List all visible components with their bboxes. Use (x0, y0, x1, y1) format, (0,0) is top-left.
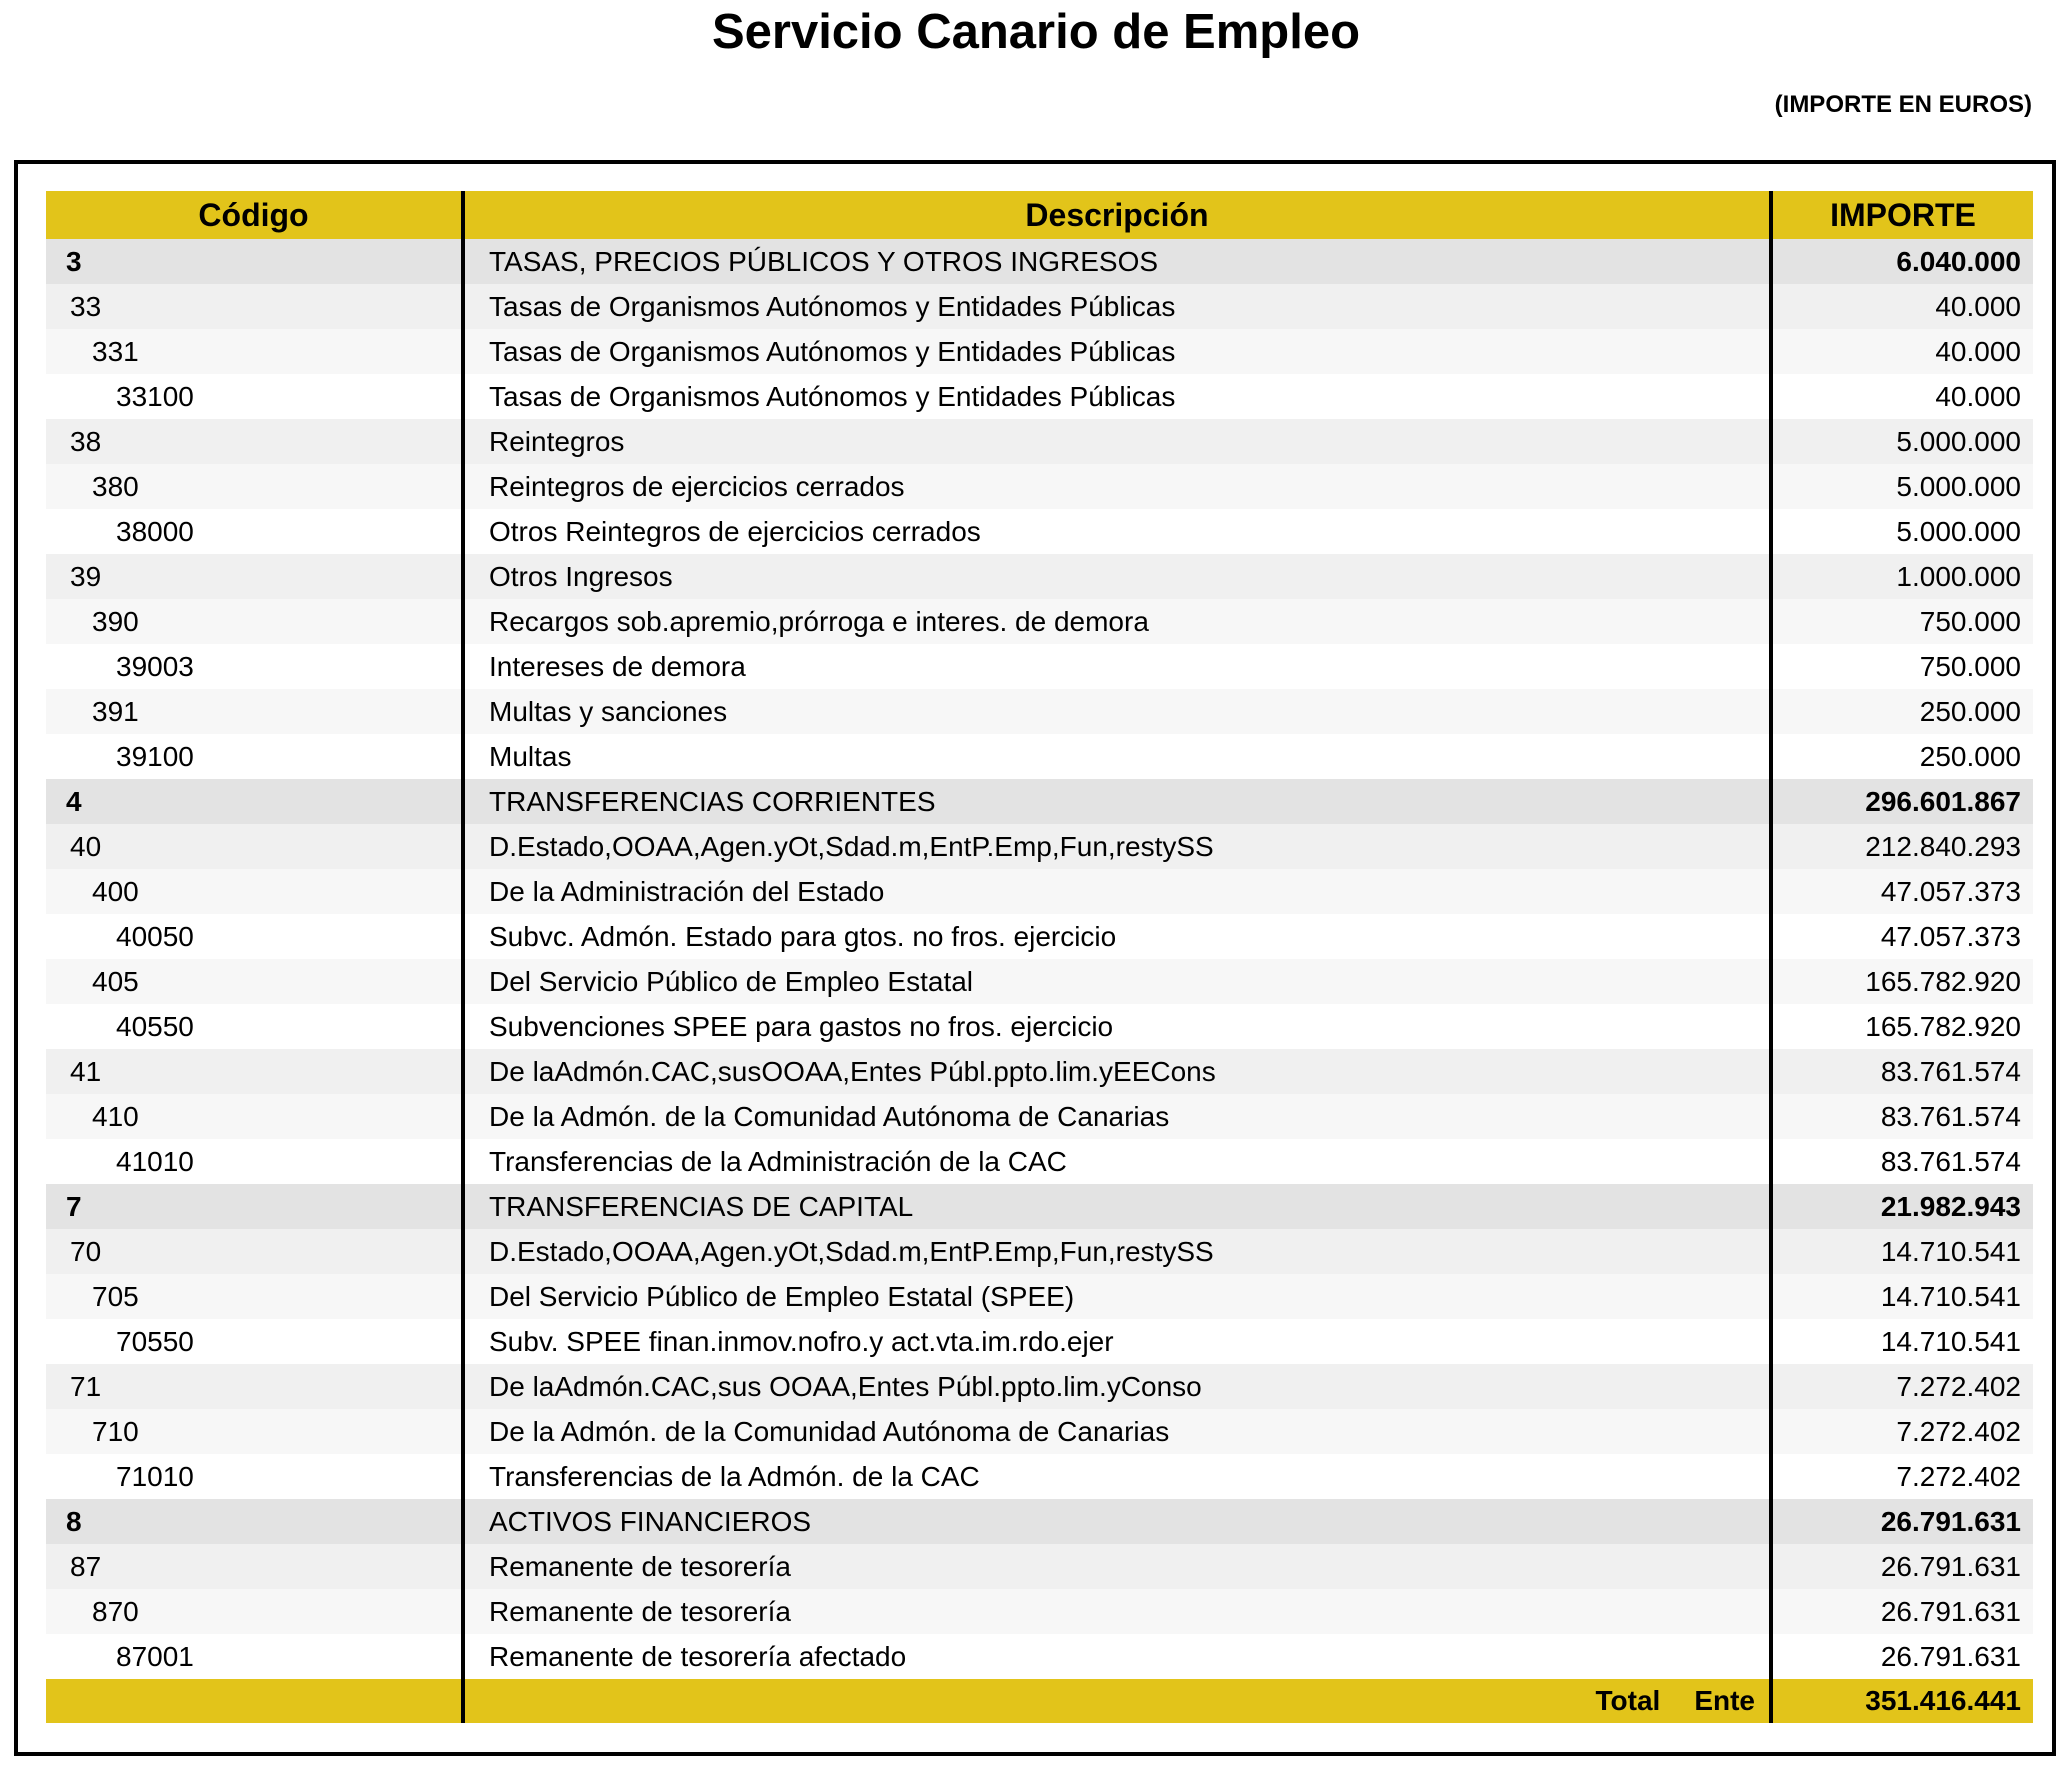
total-label-1: Total (1595, 1685, 1661, 1716)
row-code: 38 (46, 419, 463, 464)
row-code: 870 (46, 1589, 463, 1634)
table-row (46, 599, 2033, 644)
row-amount: 14.710.541 (1771, 1274, 2033, 1319)
row-code: 39003 (46, 644, 463, 689)
table-row (46, 1184, 2033, 1229)
row-code: 705 (46, 1274, 463, 1319)
row-description: Tasas de Organismos Autónomos y Entidades Públicas (463, 374, 1771, 419)
row-code: 70550 (46, 1319, 463, 1364)
total-row (46, 1679, 2033, 1723)
table-row (46, 869, 2033, 914)
header-description: Descripción (463, 191, 1771, 239)
table-header-row (46, 191, 2033, 239)
row-code: 33100 (46, 374, 463, 419)
row-description: Reintegros (463, 419, 1771, 464)
row-description: D.Estado,OOAA,Agen.yOt,Sdad.m,EntP.Emp,Fun,restySS (463, 824, 1771, 869)
total-code-cell (46, 1679, 463, 1723)
row-amount: 26.791.631 (1771, 1589, 2033, 1634)
row-amount: 165.782.920 (1771, 959, 2033, 1004)
row-amount: 5.000.000 (1771, 509, 2033, 554)
table-row (46, 284, 2033, 329)
row-description: De la Administración del Estado (463, 869, 1771, 914)
row-description: Reintegros de ejercicios cerrados (463, 464, 1771, 509)
row-amount: 212.840.293 (1771, 824, 2033, 869)
table-row (46, 1589, 2033, 1634)
row-description: Multas (463, 734, 1771, 779)
row-description: D.Estado,OOAA,Agen.yOt,Sdad.m,EntP.Emp,Fun,restySS (463, 1229, 1771, 1274)
table-row (46, 914, 2033, 959)
row-code: 390 (46, 599, 463, 644)
table-row (46, 1094, 2033, 1139)
row-description: De la Admón. de la Comunidad Autónoma de Canarias (463, 1094, 1771, 1139)
row-code: 87001 (46, 1634, 463, 1679)
row-description: Transferencias de la Administración de la CAC (463, 1139, 1771, 1184)
row-description: Otros Reintegros de ejercicios cerrados (463, 509, 1771, 554)
total-label-2: Ente (1694, 1685, 1755, 1716)
row-description: Remanente de tesorería (463, 1544, 1771, 1589)
table-row (46, 644, 2033, 689)
table-row (46, 1004, 2033, 1049)
row-amount: 47.057.373 (1771, 869, 2033, 914)
table-row (46, 1139, 2033, 1184)
table-row (46, 554, 2033, 599)
row-code: 391 (46, 689, 463, 734)
table-row (46, 1409, 2033, 1454)
row-amount: 750.000 (1771, 644, 2033, 689)
row-code: 380 (46, 464, 463, 509)
row-code: 7 (46, 1184, 463, 1229)
row-code: 4 (46, 779, 463, 824)
row-code: 41010 (46, 1139, 463, 1184)
row-amount: 14.710.541 (1771, 1229, 2033, 1274)
table-row (46, 689, 2033, 734)
table-row (46, 959, 2033, 1004)
row-code: 405 (46, 959, 463, 1004)
row-amount: 26.791.631 (1771, 1634, 2033, 1679)
total-amount: 351.416.441 (1771, 1679, 2033, 1723)
row-description: Tasas de Organismos Autónomos y Entidades Públicas (463, 284, 1771, 329)
row-amount: 83.761.574 (1771, 1139, 2033, 1184)
row-description: Remanente de tesorería afectado (463, 1634, 1771, 1679)
row-amount: 5.000.000 (1771, 419, 2033, 464)
row-code: 71 (46, 1364, 463, 1409)
row-code: 410 (46, 1094, 463, 1139)
table-row (46, 374, 2033, 419)
row-amount: 21.982.943 (1771, 1184, 2033, 1229)
row-amount: 14.710.541 (1771, 1319, 2033, 1364)
row-code: 40 (46, 824, 463, 869)
row-amount: 40.000 (1771, 374, 2033, 419)
row-description: Del Servicio Público de Empleo Estatal (SPEE) (463, 1274, 1771, 1319)
row-amount: 83.761.574 (1771, 1094, 2033, 1139)
table-row (46, 1634, 2033, 1679)
page-title: Servicio Canario de Empleo (711, 5, 1361, 59)
row-description: ACTIVOS FINANCIEROS (463, 1499, 1771, 1544)
row-code: 331 (46, 329, 463, 374)
row-code: 710 (46, 1409, 463, 1454)
budget-table (46, 191, 2033, 1723)
table-row (46, 824, 2033, 869)
table-row (46, 1319, 2033, 1364)
row-description: Intereses de demora (463, 644, 1771, 689)
row-description: De laAdmón.CAC,sus OOAA,Entes Públ.ppto.lim.yConso (463, 1364, 1771, 1409)
row-amount: 296.601.867 (1771, 779, 2033, 824)
table-row (46, 419, 2033, 464)
row-code: 39100 (46, 734, 463, 779)
row-amount: 250.000 (1771, 734, 2033, 779)
row-description: Transferencias de la Admón. de la CAC (463, 1454, 1771, 1499)
row-code: 38000 (46, 509, 463, 554)
row-code: 39 (46, 554, 463, 599)
row-amount: 7.272.402 (1771, 1409, 2033, 1454)
row-code: 3 (46, 239, 463, 284)
row-code: 8 (46, 1499, 463, 1544)
row-amount: 26.791.631 (1771, 1544, 2033, 1589)
table-row (46, 734, 2033, 779)
row-code: 40050 (46, 914, 463, 959)
table-row (46, 779, 2033, 824)
table-row (46, 329, 2033, 374)
row-description: Subv. SPEE finan.inmov.nofro.y act.vta.im.rdo.ejer (463, 1319, 1771, 1364)
row-description: Multas y sanciones (463, 689, 1771, 734)
total-label (463, 1679, 1771, 1723)
row-description: Remanente de tesorería (463, 1589, 1771, 1634)
row-description: Subvc. Admón. Estado para gtos. no fros. ejercicio (463, 914, 1771, 959)
table-row (46, 1049, 2033, 1094)
row-amount: 7.272.402 (1771, 1454, 2033, 1499)
table-row (46, 509, 2033, 554)
row-amount: 6.040.000 (1771, 239, 2033, 284)
row-code: 71010 (46, 1454, 463, 1499)
table-row (46, 1274, 2033, 1319)
row-description: Otros Ingresos (463, 554, 1771, 599)
row-description: Del Servicio Público de Empleo Estatal (463, 959, 1771, 1004)
header-code: Código (46, 191, 463, 239)
table-row (46, 1499, 2033, 1544)
row-code: 41 (46, 1049, 463, 1094)
row-description: TRANSFERENCIAS DE CAPITAL (463, 1184, 1771, 1229)
row-code: 70 (46, 1229, 463, 1274)
table-row (46, 1544, 2033, 1589)
row-code: 87 (46, 1544, 463, 1589)
table-row (46, 1229, 2033, 1274)
row-description: Tasas de Organismos Autónomos y Entidades Públicas (463, 329, 1771, 374)
row-code: 400 (46, 869, 463, 914)
row-description: TRANSFERENCIAS CORRIENTES (463, 779, 1771, 824)
row-amount: 40.000 (1771, 329, 2033, 374)
row-amount: 1.000.000 (1771, 554, 2033, 599)
row-amount: 26.791.631 (1771, 1499, 2033, 1544)
currency-note: (IMPORTE EN EUROS) (1774, 91, 2032, 118)
row-code: 40550 (46, 1004, 463, 1049)
table-row (46, 239, 2033, 284)
row-amount: 750.000 (1771, 599, 2033, 644)
table-row (46, 1364, 2033, 1409)
row-description: De laAdmón.CAC,susOOAA,Entes Públ.ppto.lim.yEECons (463, 1049, 1771, 1094)
row-description: TASAS, PRECIOS PÚBLICOS Y OTROS INGRESOS (463, 239, 1771, 284)
row-amount: 47.057.373 (1771, 914, 2033, 959)
row-amount: 83.761.574 (1771, 1049, 2033, 1094)
row-description: Recargos sob.apremio,prórroga e interes. de demora (463, 599, 1771, 644)
row-description: Subvenciones SPEE para gastos no fros. ejercicio (463, 1004, 1771, 1049)
row-amount: 7.272.402 (1771, 1364, 2033, 1409)
row-amount: 5.000.000 (1771, 464, 2033, 509)
row-description: De la Admón. de la Comunidad Autónoma de Canarias (463, 1409, 1771, 1454)
header-amount: IMPORTE (1771, 191, 2033, 239)
row-amount: 165.782.920 (1771, 1004, 2033, 1049)
table-row (46, 464, 2033, 509)
row-amount: 250.000 (1771, 689, 2033, 734)
row-amount: 40.000 (1771, 284, 2033, 329)
row-code: 33 (46, 284, 463, 329)
table-row (46, 1454, 2033, 1499)
